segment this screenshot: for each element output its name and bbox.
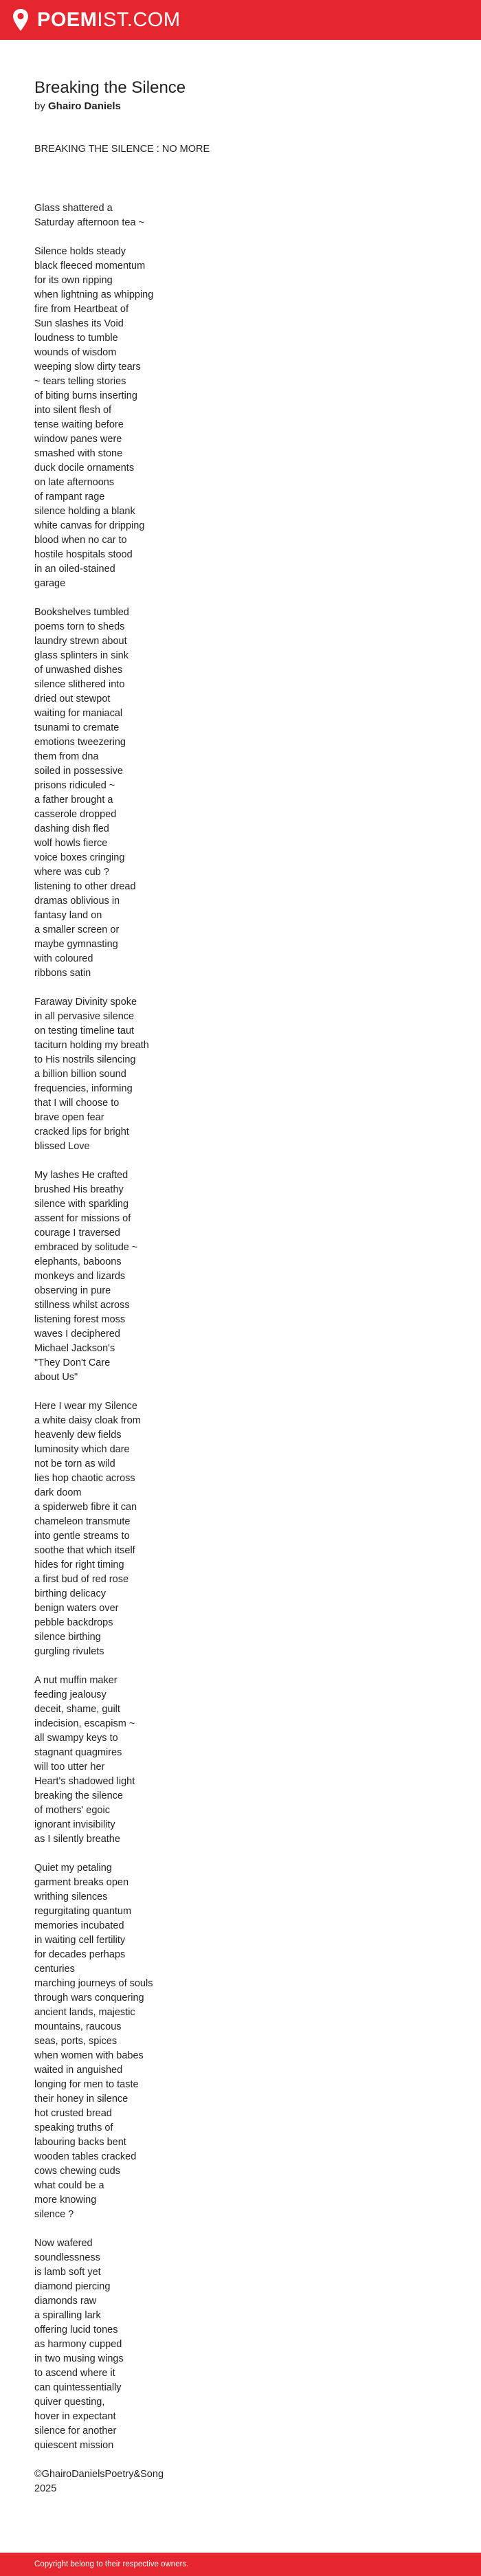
poem-stanza [34, 1168, 447, 1385]
poem-line: loudness to tumble [34, 333, 118, 344]
poem-line: a first bud of red rose [34, 1574, 129, 1585]
poem-line: in an oiled-stained [34, 564, 115, 575]
poem-line: silence for another [34, 2425, 117, 2436]
poem-line: when women with babes [34, 2050, 144, 2061]
poem-line: silence ? [34, 2209, 74, 2220]
poem-line: white canvas for dripping [34, 520, 145, 531]
poem-line: ribbons satin [34, 968, 91, 979]
poem-line: stillness whilst across [34, 1300, 130, 1311]
poem-line: dark doom [34, 1487, 82, 1498]
poem-line: 2025 [34, 2483, 57, 2494]
poem-subtitle: BREAKING THE SILENCE : NO MORE [34, 144, 210, 155]
poem-line: ©GhairoDanielsPoetry&Song [34, 2469, 164, 2480]
poem-line: what could be a [34, 2180, 104, 2191]
poem-line: when lightning as whipping [34, 289, 154, 300]
poem-line: offering lucid tones [34, 2324, 118, 2335]
poem-line: hover in expectant [34, 2411, 116, 2422]
poem-line: as harmony cupped [34, 2339, 122, 2350]
byline [34, 100, 447, 113]
poem-line: courage I traversed [34, 1228, 120, 1239]
poem-line: diamond piercing [34, 2281, 111, 2292]
poem-line: weeping slow dirty tears [34, 362, 141, 373]
poem-line: frequencies, informing [34, 1083, 133, 1094]
poem-line: for its own ripping [34, 275, 113, 286]
poem-line: that I will choose to [34, 1098, 120, 1109]
poem-line: is lamb soft yet [34, 2267, 101, 2278]
brand-name-light: IST.COM [97, 8, 181, 31]
poem-line: marching journeys of souls [34, 1978, 153, 1989]
poem-line: assent for missions of [34, 1213, 131, 1224]
poem-line: elephants, baboons [34, 1256, 122, 1267]
poem-line: Michael Jackson's [34, 1343, 115, 1354]
poem-line: brave open fear [34, 1112, 104, 1123]
poem-line: prisons ridiculed ~ [34, 780, 115, 791]
poem-line: more knowing [34, 2195, 97, 2206]
poem-line: soothe that which itself [34, 1545, 135, 1556]
poem-line: to ascend where it [34, 2368, 115, 2379]
poem-line: Here I wear my Silence [34, 1401, 137, 1412]
poem-line: into silent flesh of [34, 405, 112, 416]
poem-line: silence with sparkling [34, 1199, 129, 1210]
poem-line: Faraway Divinity spoke [34, 997, 137, 1008]
poem-line: Heart's shadowed light [34, 1776, 135, 1787]
poem-line: in waiting cell fertility [34, 1935, 126, 1946]
poem-stanza [34, 1399, 447, 1659]
poem-line: a father brought a [34, 795, 113, 806]
poem-line: A nut muffin maker [34, 1675, 118, 1686]
poem-line: can quintessentially [34, 2382, 122, 2393]
poem-stanza [34, 1861, 447, 2222]
poem-line: heavenly dew fields [34, 1430, 122, 1441]
poem-line: pebble backdrops [34, 1617, 113, 1628]
poem-line: feeding jealousy [34, 1689, 107, 1700]
poem-line: hostile hospitals stood [34, 549, 133, 560]
poem-line: centuries [34, 1964, 75, 1975]
poem-line: monkeys and lizards [34, 1271, 126, 1282]
poem-line: into gentle streams to [34, 1531, 130, 1542]
poem-line: their honey in silence [34, 2094, 128, 2105]
poem-line: a smaller screen or [34, 924, 120, 935]
poem-line: silence slithered into [34, 679, 125, 690]
poem-line: fire from Heartbeat of [34, 304, 128, 315]
brand-name [37, 10, 181, 30]
poem-line: them from dna [34, 751, 99, 762]
poem-line: not be torn as wild [34, 1458, 115, 1469]
poem-line: listening forest moss [34, 1314, 126, 1325]
poem-line: gurgling rivulets [34, 1646, 104, 1657]
poem-line: tense waiting before [34, 419, 124, 430]
poem-line: embraced by solitude ~ [34, 1242, 138, 1253]
poem-line: silence birthing [34, 1632, 101, 1643]
poem-line: a white daisy cloak from [34, 1415, 141, 1426]
poem-line: with coloured [34, 953, 93, 964]
poem-line: of mothers' egoic [34, 1805, 110, 1816]
poem-line: ancient lands, majestic [34, 2007, 135, 2018]
poem-line: stagnant quagmires [34, 1747, 122, 1758]
author-link[interactable]: Ghairo Daniels [48, 100, 121, 112]
map-pin-icon [12, 8, 29, 32]
poem-line: maybe gymnasting [34, 939, 118, 950]
poem-line: taciturn holding my breath [34, 1040, 149, 1051]
poem-line: waves I deciphered [34, 1329, 120, 1340]
poem-line: Now wafered [34, 2238, 93, 2249]
poem-line: casserole dropped [34, 809, 117, 820]
poem-line: seas, ports, spices [34, 2036, 118, 2047]
poem-line: ~ tears telling stories [34, 376, 126, 387]
poem-line: labouring backs bent [34, 2137, 126, 2148]
poem-body [34, 201, 447, 2496]
poem-line: quiver questing, [34, 2397, 105, 2408]
poem-line: Sun slashes its Void [34, 318, 124, 329]
poem-line: garment breaks open [34, 1877, 129, 1888]
poem-line: a billion billion sound [34, 1069, 126, 1080]
poem-stanza [34, 1674, 447, 1847]
poem-line: observing in pure [34, 1285, 111, 1296]
poem-line: listening to other dread [34, 881, 136, 892]
poem-line: wolf howls fierce [34, 838, 108, 849]
site-header [0, 0, 481, 40]
poem-line: dramas oblivious in [34, 896, 120, 907]
poem-content [34, 77, 447, 2511]
poem-line: a spiralling lark [34, 2310, 101, 2321]
poem-line: silence holding a blank [34, 506, 135, 517]
poem-line: window panes were [34, 434, 122, 445]
poem-line: Bookshelves tumbled [34, 607, 129, 618]
poem-line: of biting burns inserting [34, 390, 137, 401]
poem-line: brushed His breathy [34, 1184, 124, 1195]
poem-line: emotions tweezering [34, 737, 126, 748]
poem-line: duck docile ornaments [34, 463, 135, 474]
poem-line: soundlessness [34, 2252, 100, 2263]
poem-stanza [34, 2236, 447, 2453]
poem-line: dried out stewpot [34, 693, 111, 704]
poem-line: in all pervasive silence [34, 1011, 135, 1022]
poem-line: soiled in possessive [34, 766, 123, 777]
poem-line: waited in anguished [34, 2065, 123, 2076]
poem-line: about Us" [34, 1372, 78, 1383]
poem-line: hides for right timing [34, 1559, 124, 1570]
poem-stanza [34, 2467, 447, 2496]
site-footer [0, 2553, 481, 2576]
footer-copyright: Copyright belong to their respective owners. [34, 2560, 189, 2568]
poem-line: black fleeced momentum [34, 260, 146, 271]
poem-line: on late afternoons [34, 477, 115, 488]
poem-line: memories incubated [34, 1920, 124, 1931]
poem-line: speaking truths of [34, 2122, 113, 2133]
poem-line: indecision, escapism ~ [34, 1718, 135, 1729]
poem-line: dashing dish fled [34, 823, 109, 834]
poem-line: of rampant rage [34, 491, 105, 502]
poem-line: will too utter her [34, 1762, 105, 1773]
poem-line: on testing timeline taut [34, 1025, 135, 1036]
poem-line: Saturday afternoon tea ~ [34, 217, 145, 228]
poem-line: in two musing wings [34, 2353, 124, 2364]
poem-line: of unwashed dishes [34, 665, 123, 676]
poem-line: for decades perhaps [34, 1949, 126, 1960]
poem-line: as I silently breathe [34, 1834, 120, 1845]
by-label: by [34, 100, 45, 112]
poem-line: laundry strewn about [34, 636, 127, 647]
poem-line: poems torn to sheds [34, 621, 125, 632]
site-logo[interactable] [12, 8, 181, 32]
poem-line: luminosity which dare [34, 1444, 130, 1455]
poem-stanza [34, 606, 447, 981]
poem-line: waiting for maniacal [34, 708, 123, 719]
poem-line: fantasy land on [34, 910, 102, 921]
poem-line: deceit, shame, guilt [34, 1704, 120, 1715]
poem-line: Quiet my petaling [34, 1863, 112, 1874]
poem-line: writhing silences [34, 1891, 108, 1902]
poem-line: birthing delicacy [34, 1588, 106, 1599]
poem-line: chameleon transmute [34, 1516, 131, 1527]
poem-line: blissed Love [34, 1141, 90, 1152]
poem-line: glass splinters in sink [34, 650, 128, 661]
poem-line: to His nostrils silencing [34, 1054, 136, 1065]
poem-line: regurgitating quantum [34, 1906, 132, 1917]
poem-stanza [34, 201, 447, 230]
poem-line: a spiderweb fibre it can [34, 1502, 137, 1513]
poem-stanza [34, 245, 447, 591]
poem-line: hot crusted bread [34, 2108, 112, 2119]
poem-line: garage [34, 578, 66, 589]
poem-line: cows chewing cuds [34, 2166, 120, 2177]
poem-line: "They Don't Care [34, 1357, 111, 1368]
poem-line: My lashes He crafted [34, 1170, 128, 1181]
poem-line: benign waters over [34, 1603, 119, 1614]
poem-line: lies hop chaotic across [34, 1473, 135, 1484]
poem-line: diamonds raw [34, 2296, 97, 2307]
poem-title: Breaking the Silence [34, 78, 186, 97]
poem-line: voice boxes cringing [34, 852, 125, 863]
poem-line: wounds of wisdom [34, 347, 117, 358]
poem-line: all swampy keys to [34, 1733, 118, 1744]
brand-name-bold: POEM [37, 8, 98, 31]
poem-line: ignorant invisibility [34, 1819, 115, 1830]
poem-line: smashed with stone [34, 448, 123, 459]
poem-line: through wars conquering [34, 1992, 144, 2003]
poem-line: tsunami to cremate [34, 722, 120, 733]
poem-line: wooden tables cracked [34, 2151, 137, 2162]
poem-line: blood when no car to [34, 535, 127, 546]
poem-line: quiescent mission [34, 2440, 114, 2451]
poem-line: mountains, raucous [34, 2021, 122, 2032]
poem-line: cracked lips for bright [34, 1126, 129, 1137]
poem-line: where was cub ? [34, 867, 109, 878]
poem-stanza [34, 995, 447, 1154]
poem-line: Silence holds steady [34, 246, 126, 257]
poem-line: breaking the silence [34, 1790, 123, 1801]
poem-line: longing for men to taste [34, 2079, 139, 2090]
poem-line: Glass shattered a [34, 203, 113, 214]
